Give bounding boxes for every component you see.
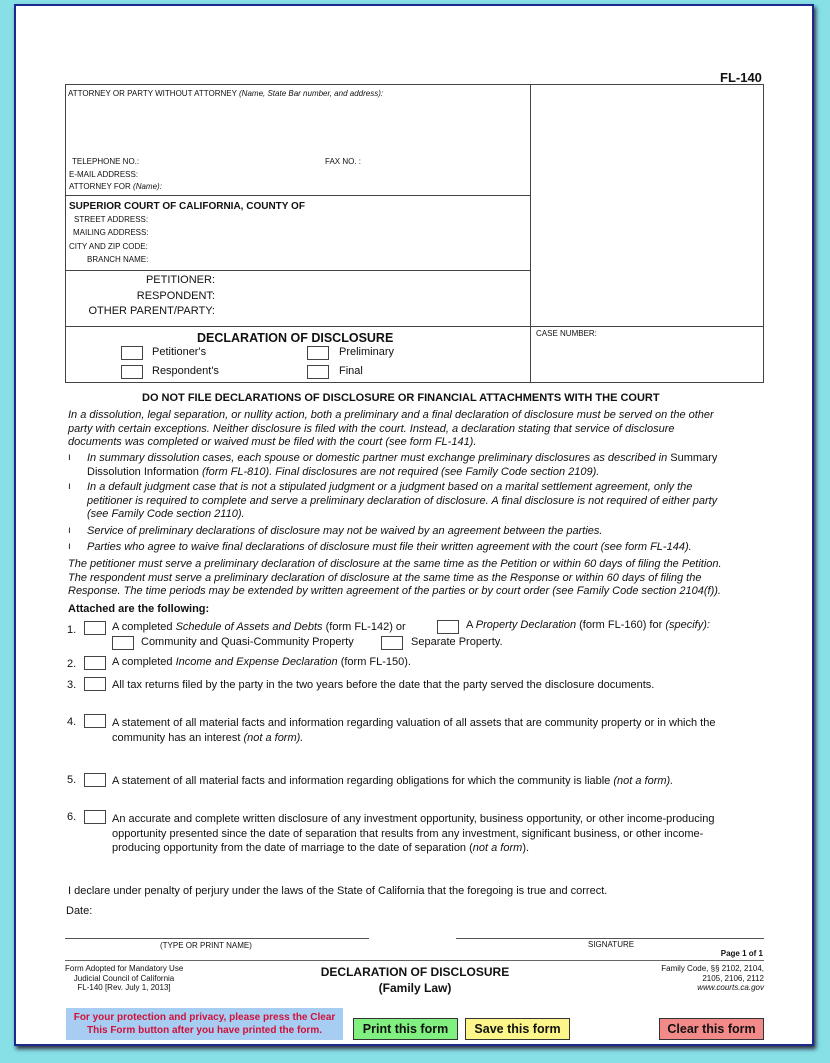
page-number: Page 1 of 1 xyxy=(720,949,763,958)
email-label: E-MAIL ADDRESS: xyxy=(69,170,139,179)
community-property-checkbox[interactable] xyxy=(112,636,134,650)
petitioner-label: PETITIONER: xyxy=(145,274,215,286)
timing-line: The respondent must serve a preliminary declaration of disclosure at the same time as the Response or within 60 days of filing the xyxy=(68,571,702,584)
bullet-text: In a default judgment case that is not a stipulated judgment or a judgment based on a marital settlement agreement, only the xyxy=(87,481,693,493)
attorney-hint: (Name, State Bar number, and address): xyxy=(239,89,384,98)
bullet-text: Parties who agree to waive final declarations of disclosure must file their written agreement with the court (see form FL-144). xyxy=(87,541,692,553)
item-number: 6. xyxy=(67,811,77,823)
item5-checkbox[interactable] xyxy=(84,773,106,787)
item-text: (form FL-150). xyxy=(337,656,411,668)
notice-heading: DO NOT FILE DECLARATIONS OF DISCLOSURE OR FINANCIAL ATTACHMENTS WITH THE COURT xyxy=(142,392,660,404)
item6-checkbox[interactable] xyxy=(84,810,106,824)
notice-intro-line: party with certain exceptions. Neither disclosure is filed with the court. Instead, a declaration stating that service of disclosure xyxy=(68,422,675,435)
item3-checkbox[interactable] xyxy=(84,677,106,691)
item-number: 2. xyxy=(67,658,77,670)
respondents-checkbox[interactable] xyxy=(121,365,143,379)
street-label: STREET ADDRESS: xyxy=(74,215,149,224)
footer-left: Form Adopted for Mandatory Use Judicial Council of California FL-140 [Rev. July 1, 2013] xyxy=(65,964,184,992)
item-text: producing opportunity from the date of marriage to the date of separation ( xyxy=(112,842,473,854)
item-text: A statement of all material facts and information regarding obligations for which the community is liable xyxy=(112,775,614,787)
save-form-button[interactable]: Save this form xyxy=(465,1018,570,1040)
date-label: Date: xyxy=(66,905,93,917)
city-label: CITY AND ZIP CODE: xyxy=(69,242,148,251)
timing-line: The petitioner must serve a preliminary declaration of disclosure at the same time as the Petition or within 60 days of filing the Petition. xyxy=(68,558,722,570)
item-text: (not a form). xyxy=(613,775,674,787)
preliminary-checkbox[interactable] xyxy=(307,346,329,360)
bullet-text: Dissolution Information xyxy=(87,465,199,478)
privacy-notice: For your protection and privacy, please press the Clear This Form button after you have printed the form. xyxy=(66,1008,343,1040)
case-number-label: CASE NUMBER: xyxy=(536,329,597,338)
attorney-label: ATTORNEY OR PARTY WITHOUT ATTORNEY xyxy=(68,89,237,98)
item-text: (specify): xyxy=(665,619,710,631)
item-text: Separate Property. xyxy=(411,636,503,648)
timing-line: Response. The time periods may be extended by written agreement of the parties or by court order (see Family Code section 2104(f)). xyxy=(68,585,721,597)
item-text: All tax returns filed by the party in the two years before the date that the party served the disclosure documents. xyxy=(112,679,655,691)
petitioners-checkbox[interactable] xyxy=(121,346,143,360)
print-form-button[interactable]: Print this form xyxy=(353,1018,458,1040)
declaration-statement: I declare under penalty of perjury under the laws of the State of California that the foregoing is true and correct. xyxy=(68,885,608,897)
item2-checkbox[interactable] xyxy=(84,656,106,670)
item-text: Community and Quasi-Community Property xyxy=(141,636,354,648)
footer-right: Family Code, §§ 2102, 2104, 2105, 2106, 2112 www.courts.ca.gov xyxy=(661,964,764,992)
item-text: (not a form). xyxy=(243,732,304,744)
court-label: SUPERIOR COURT OF CALIFORNIA, COUNTY OF xyxy=(69,201,305,212)
fax-label: FAX NO. : xyxy=(325,157,362,166)
attorney-for-hint: (Name): xyxy=(133,182,162,191)
final-label: Final xyxy=(339,365,363,377)
item-number: 1. xyxy=(67,624,77,636)
respondents-label: Respondent's xyxy=(152,365,219,377)
bullet-text: (see Family Code section 2110). xyxy=(87,508,245,520)
preliminary-label: Preliminary xyxy=(339,346,395,358)
item-text: opportunity presented since the date of separation that results from any investment, significant business, or other income- xyxy=(112,827,704,840)
attached-heading: Attached are the following: xyxy=(68,603,210,615)
respondent-label: RESPONDENT: xyxy=(136,290,215,302)
item-text: Schedule of Assets and Debts xyxy=(175,621,323,633)
item-text: A statement of all material facts and information regarding valuation of all assets that are community property or in which the xyxy=(112,717,716,729)
item-number: 3. xyxy=(67,679,77,691)
attorney-for-label: ATTORNEY FOR xyxy=(69,182,131,191)
item-text: A completed xyxy=(112,621,176,633)
item-text: not a form xyxy=(472,842,523,854)
notice-intro-line: In a dissolution, legal separation, or nullity action, both a preliminary and a final declaration of disclosure must be served on the other xyxy=(68,409,714,421)
item-text: A completed xyxy=(112,656,176,668)
item-text: An accurate and complete written disclosure of any investment opportunity, business opportunity, or other income-producing xyxy=(112,813,715,825)
footer-title: DECLARATION OF DISCLOSURE (Family Law) xyxy=(320,965,510,995)
item-text: A xyxy=(466,619,476,631)
notice-intro-line: documents was completed or waived must be filed with the court (see form FL-141). xyxy=(68,436,477,448)
bullet-text: Summary xyxy=(670,452,718,464)
signature-label: SIGNATURE xyxy=(588,940,635,949)
form-title: DECLARATION OF DISCLOSURE xyxy=(197,331,394,345)
bullet-text: In summary dissolution cases, each spouse or domestic partner must exchange preliminary disclosures as described in xyxy=(87,452,668,464)
name-line[interactable] xyxy=(65,938,369,939)
caption-frame xyxy=(65,84,764,383)
clear-form-button[interactable]: Clear this form xyxy=(659,1018,764,1040)
form-id: FL-140 xyxy=(720,70,762,85)
item-text: Property Declaration xyxy=(475,619,577,631)
signature-line[interactable] xyxy=(456,938,764,939)
name-label: (TYPE OR PRINT NAME) xyxy=(160,941,252,950)
item1-checkbox[interactable] xyxy=(84,621,106,635)
separate-property-checkbox[interactable] xyxy=(381,636,403,650)
item-text: (form FL-142) or xyxy=(322,621,406,633)
bullet-text: Service of preliminary declarations of disclosure may not be waived by an agreement between the parties. xyxy=(87,525,603,537)
branch-label: BRANCH NAME: xyxy=(87,255,149,264)
property-declaration-checkbox[interactable] xyxy=(437,620,459,634)
bullet-text: petitioner is required to complete and serve a preliminary declaration of disclosure. A final disclosure is not required of either party xyxy=(87,494,718,507)
bullet-text: (form FL-810). Final disclosures are not required (see Family Code section 2109). xyxy=(201,465,600,478)
other-party-label: OTHER PARENT/PARTY: xyxy=(88,305,215,317)
mailing-label: MAILING ADDRESS: xyxy=(73,228,149,237)
item4-checkbox[interactable] xyxy=(84,714,106,728)
final-checkbox[interactable] xyxy=(307,365,329,379)
telephone-label: TELEPHONE NO.: xyxy=(72,157,140,166)
item-text: ). xyxy=(522,842,530,854)
petitioners-label: Petitioner's xyxy=(152,346,207,358)
item-text: (form FL-160) for xyxy=(576,619,666,631)
item-text: Income and Expense Declaration xyxy=(175,656,338,668)
item-number: 4. xyxy=(67,716,77,728)
item-number: 5. xyxy=(67,774,77,786)
item-text: community has an interest xyxy=(112,732,244,744)
